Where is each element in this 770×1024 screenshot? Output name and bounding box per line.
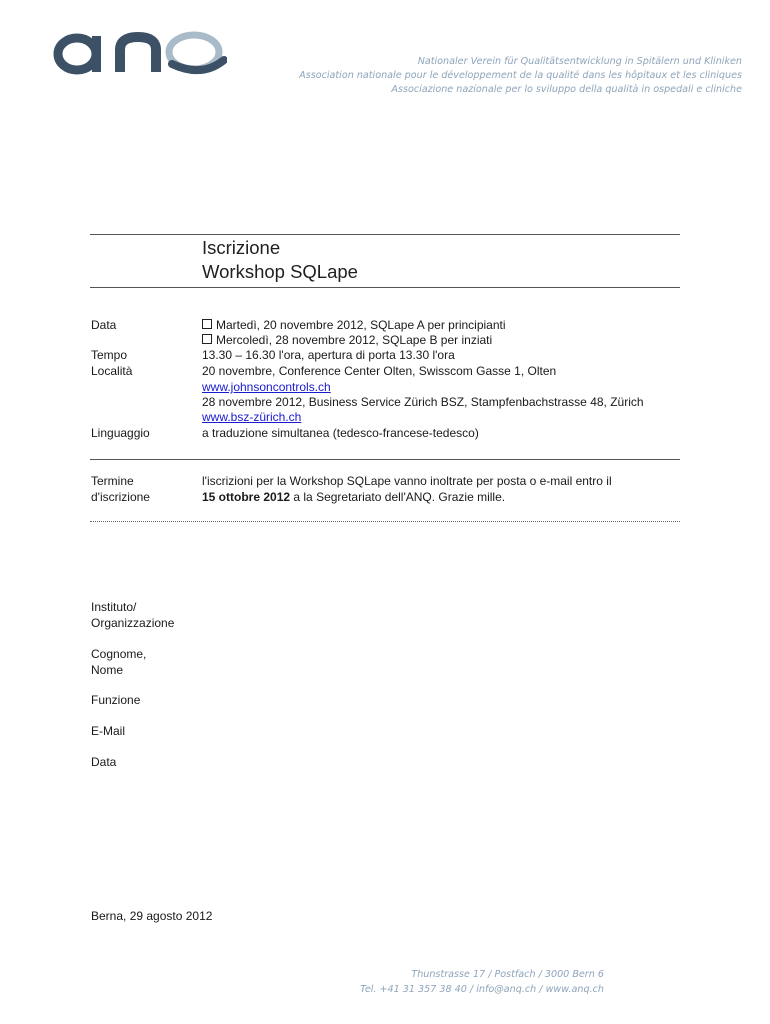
tempo-label: Tempo bbox=[91, 348, 128, 362]
istituto-label-line-1: Instituto/ bbox=[91, 600, 137, 614]
funzione-field-label[interactable]: Funzione bbox=[91, 693, 141, 707]
page-title bbox=[202, 236, 358, 284]
istituto-label-line-2: Organizzazione bbox=[91, 615, 175, 630]
details-bottom-rule bbox=[90, 459, 680, 460]
anq-logo bbox=[52, 20, 227, 75]
footer-contact-line: Tel. +41 31 357 38 40 / info@anq.ch / www.anq.ch bbox=[360, 984, 604, 995]
footer-address bbox=[360, 967, 604, 997]
location-1: 20 novembre, Conference Center Olten, Swisscom Gasse 1, Olten bbox=[202, 364, 557, 378]
linguaggio-value: a traduzione simultanea (tedesco-francese-tedesco) bbox=[202, 426, 479, 440]
deadline-text-rest: a la Segretariato dell'ANQ. Grazie mille. bbox=[290, 489, 506, 504]
title-line-1: Iscrizione bbox=[202, 237, 281, 258]
title-line-2: Workshop SQLape bbox=[202, 261, 358, 282]
deadline-text-line-2 bbox=[202, 490, 612, 506]
deadline-text-line-1: l'iscrizioni per la Workshop SQLape vanno inoltrate per posta o e-mail entro il bbox=[202, 474, 612, 488]
option-a-checkbox[interactable] bbox=[202, 319, 212, 329]
data-field-label[interactable]: Data bbox=[91, 755, 117, 769]
location-1-link[interactable]: www.johnsoncontrols.ch bbox=[202, 380, 331, 394]
data-label: Data bbox=[91, 318, 117, 332]
cognome-field-label[interactable] bbox=[91, 647, 146, 678]
association-names bbox=[299, 55, 742, 97]
deadline-label bbox=[91, 474, 150, 505]
association-name-de: Nationaler Verein für Qualitätsentwicklung in Spitälern und Kliniken bbox=[417, 56, 742, 67]
localita-label: Località bbox=[91, 364, 133, 378]
deadline-label-line-2: d'iscrizione bbox=[91, 489, 150, 504]
location-2: 28 novembre 2012, Business Service Zürich BSZ, Stampfenbachstrasse 48, Zürich bbox=[202, 395, 644, 409]
cognome-label-line-1: Cognome, bbox=[91, 647, 147, 661]
place-date: Berna, 29 agosto 2012 bbox=[91, 909, 213, 923]
deadline-bottom-rule bbox=[90, 521, 680, 522]
tempo-value: 13.30 – 16.30 l'ora, apertura di porta 13.30 l'ora bbox=[202, 348, 455, 362]
deadline-label-line-1: Termine bbox=[91, 474, 134, 488]
istituto-field-label[interactable] bbox=[91, 600, 174, 631]
title-bottom-rule bbox=[90, 287, 680, 288]
option-b-row[interactable] bbox=[202, 333, 492, 349]
deadline-text bbox=[202, 474, 612, 505]
option-a-label: Martedì, 20 novembre 2012, SQLape A per principianti bbox=[216, 318, 506, 332]
title-top-rule bbox=[90, 234, 680, 235]
option-a-row[interactable] bbox=[202, 318, 506, 334]
option-b-label: Mercoledì, 28 novembre 2012, SQLape B per inziati bbox=[216, 333, 493, 347]
option-b-checkbox[interactable] bbox=[202, 334, 212, 344]
linguaggio-label: Linguaggio bbox=[91, 426, 150, 440]
cognome-label-line-2: Nome bbox=[91, 662, 124, 677]
association-name-fr: Association nationale pour le développement de la qualité dans les hôpitaux et les cliniques bbox=[299, 70, 742, 81]
deadline-date: 15 ottobre 2012 bbox=[202, 489, 291, 504]
footer-address-line: Thunstrasse 17 / Postfach / 3000 Bern 6 bbox=[411, 969, 604, 980]
location-2-link[interactable]: www.bsz-zürich.ch bbox=[202, 410, 302, 424]
association-name-it: Associazione nazionale per lo sviluppo della qualità in ospedali e cliniche bbox=[391, 84, 742, 95]
email-field-label[interactable]: E-Mail bbox=[91, 724, 126, 738]
